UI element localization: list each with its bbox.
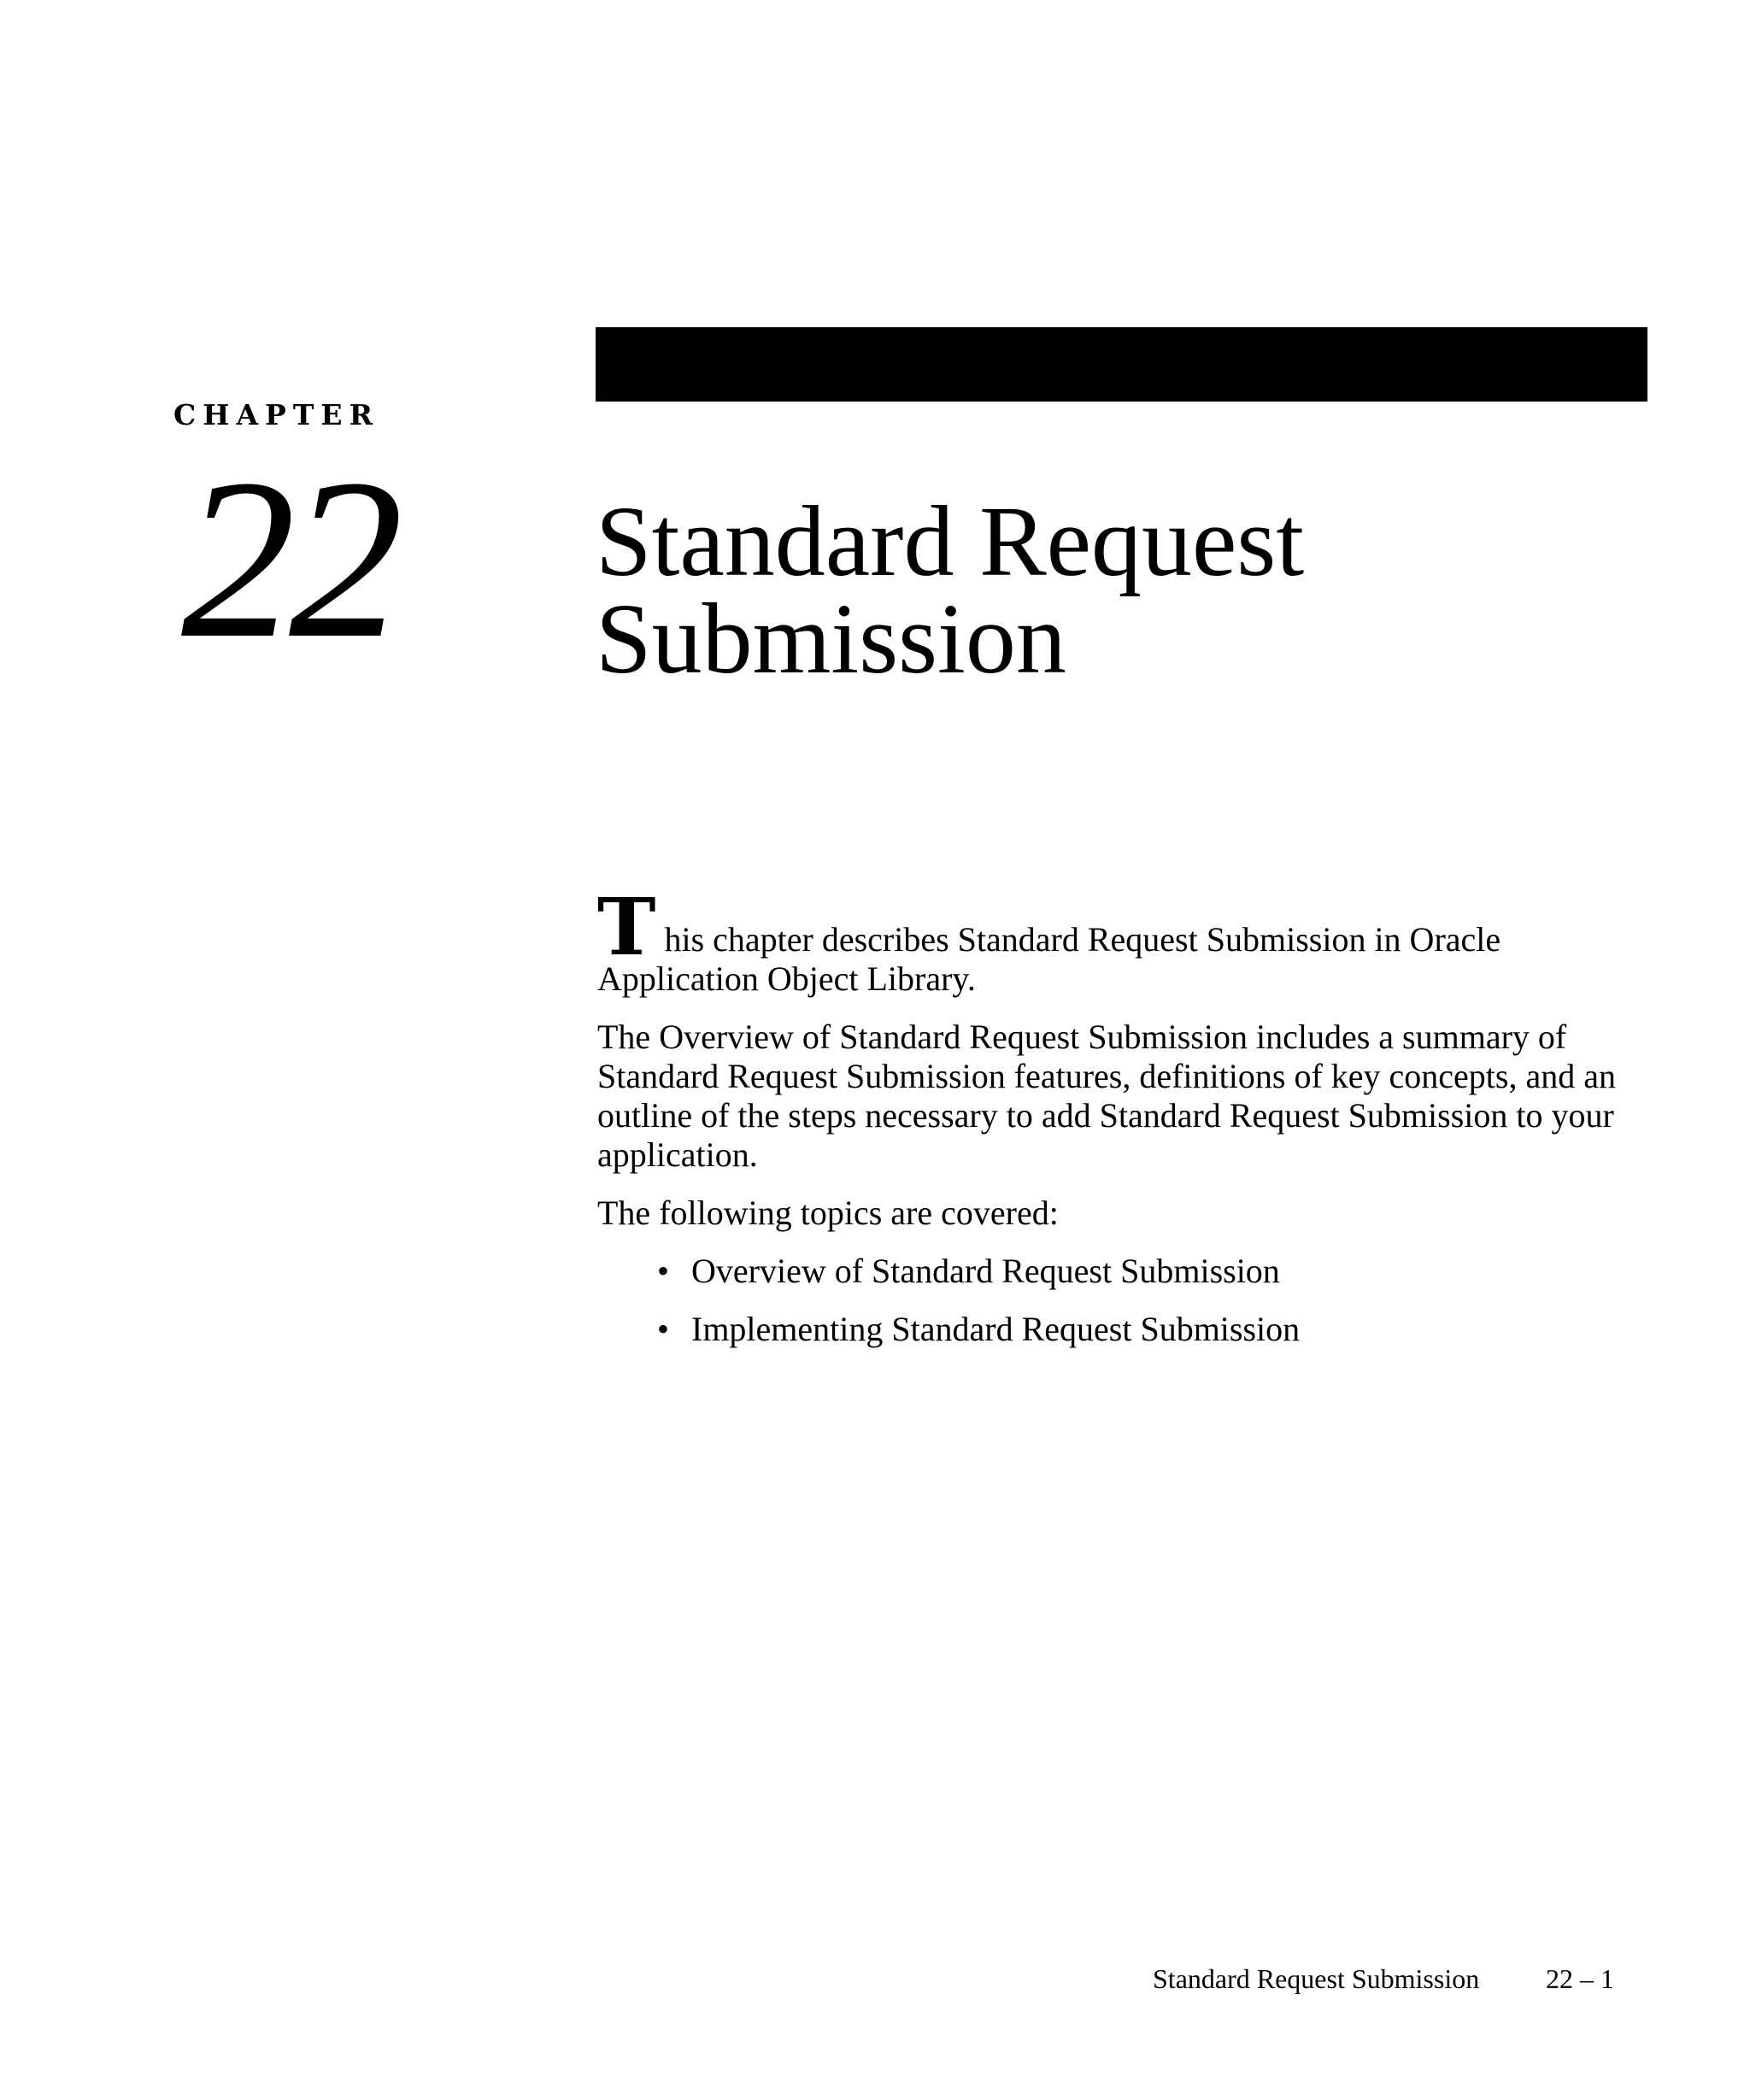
topic-label: Overview of Standard Request Submission [691, 1252, 1280, 1290]
chapter-title [596, 485, 1647, 695]
topics-intro: The following topics are covered: [597, 1194, 1059, 1232]
chapter-title-line-2: Submission [596, 583, 1066, 695]
bullet-icon: • [657, 1310, 670, 1348]
intro-paragraph [597, 881, 1623, 999]
footer-page-number: 22 – 1 [1546, 1963, 1614, 1994]
chapter-number: 22 [181, 431, 396, 685]
topic-item [657, 1310, 1623, 1349]
body-text [597, 881, 1623, 1368]
intro-text: his chapter describes Standard Request Submission in Oracle Application Object Library. [597, 920, 1501, 998]
chapter-label: CHAPTER [173, 398, 379, 431]
title-bar [596, 327, 1647, 402]
drop-cap: T [597, 881, 656, 973]
chapter-title-line-1: Standard Request [596, 485, 1305, 597]
footer-running-title: Standard Request Submission [1153, 1963, 1480, 1994]
overview-paragraph: The Overview of Standard Request Submission includes a summary of Standard Request Submission features, definitions of key concepts, and an outline of the steps necessary to add Standard Request Submission to your application. [597, 1018, 1616, 1174]
topic-label: Implementing Standard Request Submission [691, 1310, 1301, 1348]
bullet-icon: • [657, 1252, 670, 1290]
topic-list [597, 1252, 1623, 1349]
topic-item [657, 1252, 1623, 1291]
